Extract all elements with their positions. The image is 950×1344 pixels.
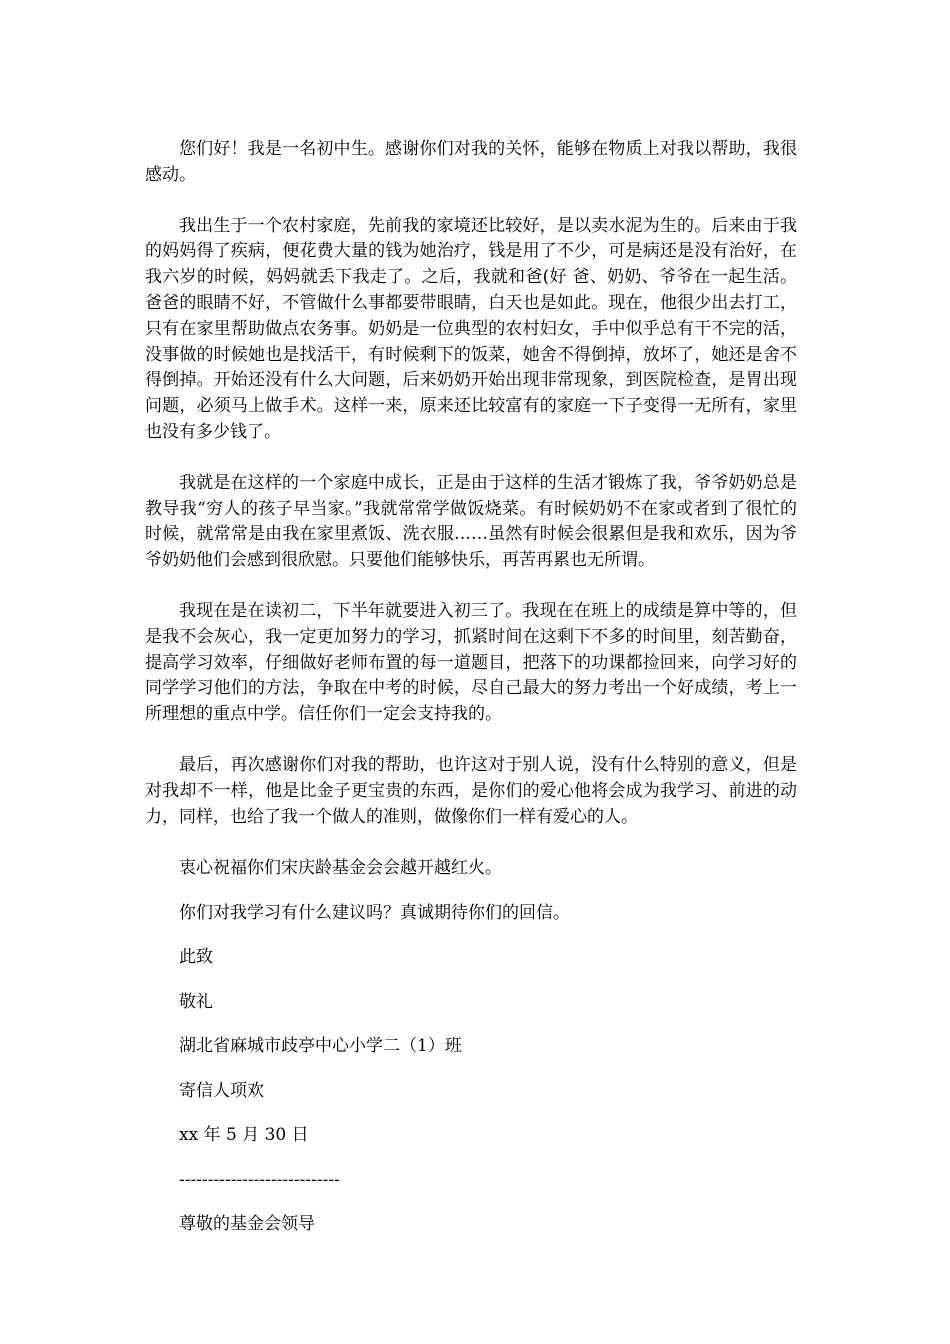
letter-date: xx 年 5 月 30 日 [179,1125,309,1146]
paragraph-thanks: 最后，再次感谢你们对我的帮助，也许这对于别人说，没有什么特别的意义，但是对我却不一样，他是比金子更宝贵的东西，是你们的爱心他将会成为我学习、前进的动力，同样，也给了我一个做人的准则，做像你们一样有爱心的人。 [145,754,797,827]
closing-cizhi: 此致 [179,947,213,968]
closing-blessing: 衷心祝福你们宋庆龄基金会会越开越红火。 [179,858,502,879]
paragraph-growing-up: 我就是在这样的一个家庭中成长，正是由于这样的生活才锻炼了我，爷爷奶奶总是教导我“穷人的孩子早当家。”我就常常学做饭烧菜。有时候奶奶不在家或者到了很忙的时候，就常常是由我在家里煮饭、洗衣服……虽然有时候会很累但是我和欢乐，因为爷爷奶奶他们会感到很欣慰。只要他们能够快乐，再苦再累也无所谓。 [145,472,797,571]
sender-name: 寄信人项欢 [179,1080,264,1101]
paragraph-family-background: 我出生于一个农村家庭，先前我的家境还比较好，是以卖水泥为生的。后来由于我的妈妈得了疾病，便花费大量的钱为她治疗，钱是用了不少，可是病还是没有治好，在我六岁的时候，妈妈就丢下我走了。之后，我就和爸(好 爸、奶奶、爷爷在一起生活。爸爸的眼睛不好，不管做什么事都要带眼睛，白天也是如此。现在，他很少出去打工，只有在家里帮助做点农务事。奶奶是一位典型的农村妇女，手中似乎总有干不完的活，没事做的时候她也是找活干，有时候剩下的饭菜，她舍不得倒掉，放坏了，她还是舍不得倒掉。开始还没有什么大问题，后来奶奶开始出现非常现象，到医院检查，是胃出现问题，必须马上做手术。这样一来，原来还比较富有的家庭一下子变得一无所有，家里也没有多少钱了。 [145,215,797,442]
next-letter-salutation: 尊敬的基金会领导 [179,1214,315,1235]
letter-page [145,137,797,1256]
closing-jingli: 敬礼 [179,991,213,1012]
closing-request-reply: 你们对我学习有什么建议吗？真诚期待你们的回信。 [179,902,570,923]
paragraph-study-plan: 我现在是在读初二，下半年就要进入初三了。我现在在班上的成绩是算中等的，但是我不会灰心，我一定更加努力的学习，抓紧时间在这剩下不多的时间里，刻苦勤奋，提高学习效率，仔细做好老师布置的每一道题目，把落下的功课都捡回来，向学习好的同学学习他们的方法，争取在中考的时候，尽自己最大的努力考出一个好成绩，考上一所理想的重点中学。信任你们一定会支持我的。 [145,600,797,725]
sender-school: 湖北省麻城市歧亭中心小学二（1）班 [179,1036,462,1057]
paragraph-greeting: 您们好！我是一名初中生。感谢你们对我的关怀，能够在物质上对我以帮助，我很感动。 [145,139,797,185]
section-divider: ---------------------------- [179,1169,340,1190]
